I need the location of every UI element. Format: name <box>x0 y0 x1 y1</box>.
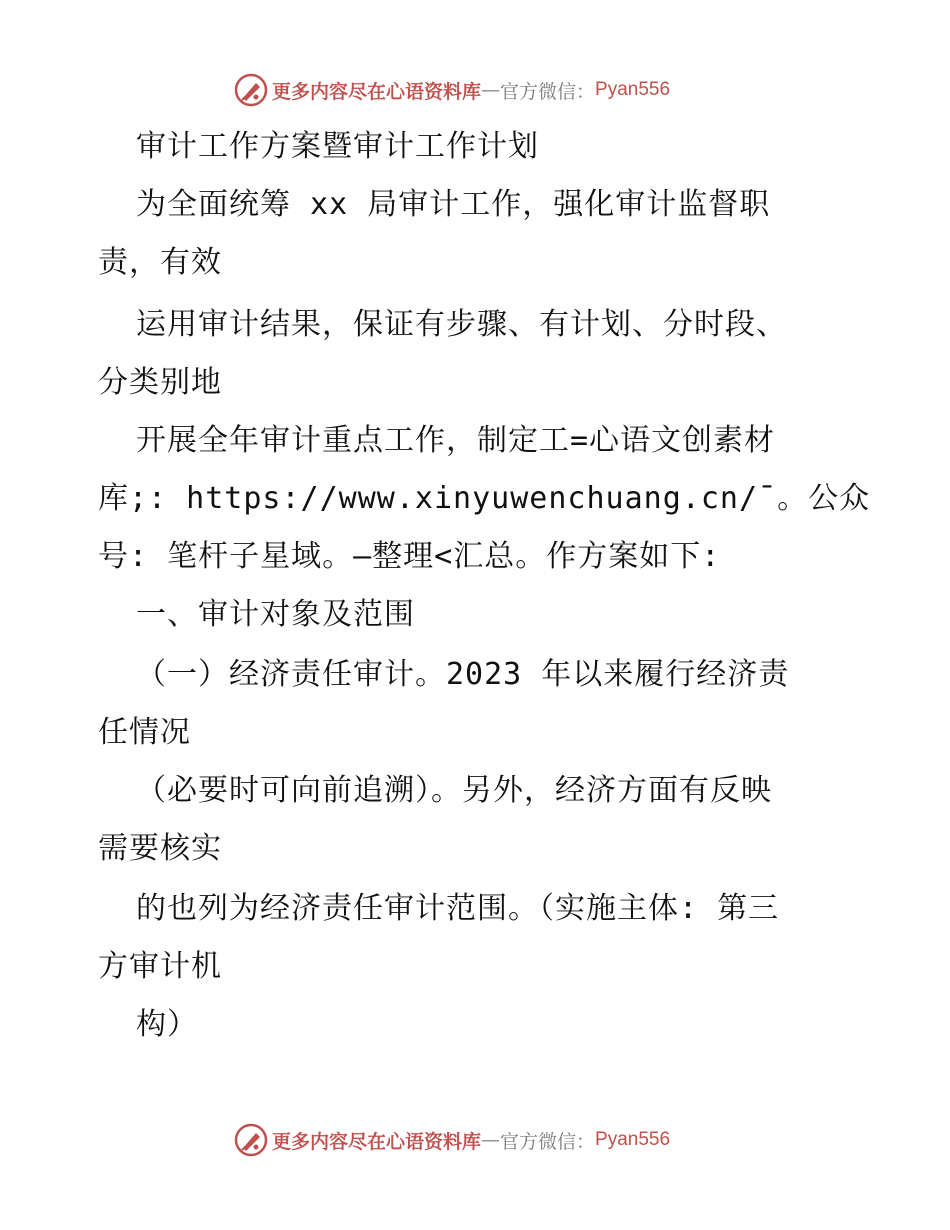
watermark-wechat-label: 官方微信： <box>500 1130 596 1153</box>
paragraph-line: 任情况 <box>98 715 191 750</box>
paragraph-line: 为全面统筹 xx 局审计工作，强化审计监督职 <box>136 187 771 222</box>
paragraph-line-url: 库;: https://www.xinyuwenchuang.cn/¯。公众 <box>98 481 871 516</box>
paragraph-line: 方审计机 <box>98 949 222 984</box>
watermark-wechat-label: 官方微信： <box>500 80 596 103</box>
watermark-dash: — <box>481 1129 501 1151</box>
watermark-brand-text: 更多内容尽在心语资料库 <box>272 80 482 103</box>
watermark-brand-text: 更多内容尽在心语资料库 <box>272 1130 482 1153</box>
watermark-wechat-id: Pyan556 <box>595 79 671 100</box>
paragraph-line: （必要时可向前追溯）。另外，经济方面有反映 <box>136 773 772 808</box>
paragraph-line: 分类别地 <box>98 365 222 400</box>
pen-nib-logo-icon <box>234 73 268 107</box>
paragraph-line: 的也列为经济责任审计范围。（实施主体: 第三 <box>136 891 780 926</box>
paragraph-line: 号: 笔杆子星域。—整理<汇总。作方案如下: <box>98 539 721 574</box>
subsection-heading: （一）经济责任审计。2023 年以来履行经济责 <box>136 657 790 692</box>
header-watermark <box>234 72 670 108</box>
paragraph-line: 需要核实 <box>98 831 222 866</box>
pen-nib-logo-icon <box>234 1123 268 1157</box>
watermark-wechat-id: Pyan556 <box>595 1129 671 1150</box>
paragraph-line: 责，有效 <box>98 245 222 280</box>
section-heading: 一、审计对象及范围 <box>136 597 415 632</box>
paragraph-line: 运用审计结果，保证有步骤、有计划、分时段、 <box>136 307 787 342</box>
paragraph-line: 构） <box>136 1007 198 1042</box>
document-title: 审计工作方案暨审计工作计划 <box>136 129 539 164</box>
watermark-dash: — <box>481 79 501 101</box>
paragraph-line: 开展全年审计重点工作，制定工=心语文创素材 <box>136 423 776 458</box>
footer-watermark <box>234 1122 670 1158</box>
